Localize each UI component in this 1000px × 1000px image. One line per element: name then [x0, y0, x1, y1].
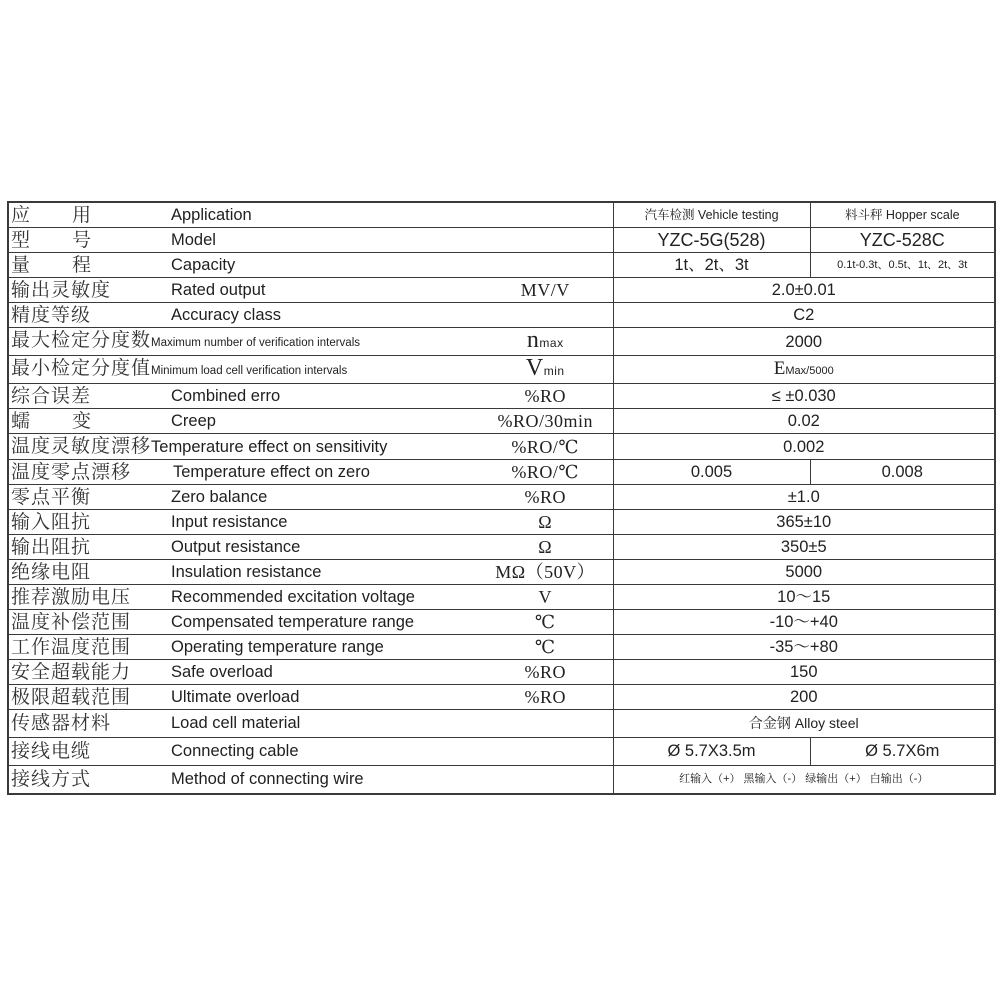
unit: %RO [478, 485, 613, 510]
value: 365±10 [613, 510, 995, 535]
unit: Ω [478, 535, 613, 560]
unit [478, 710, 613, 738]
load-cell-spec-table [7, 201, 996, 795]
value: 10～15 [613, 585, 995, 610]
row-operating-temp-range [8, 635, 995, 660]
value-vehicle: 1t、2t、3t [613, 253, 810, 278]
label-en: Maximum number of verification intervals [151, 337, 361, 349]
row-compensated-temp-range [8, 610, 995, 635]
value: 2000 [613, 328, 995, 356]
unit: %RO/℃ [478, 460, 613, 485]
value [613, 356, 995, 384]
label-cn: 绝缘电阻 [8, 560, 171, 585]
label-cn: 型 号 [8, 228, 171, 253]
unit: V [478, 585, 613, 610]
value: -35～+80 [613, 635, 995, 660]
label-cn: 零点平衡 [8, 485, 171, 510]
row-connecting-cable [8, 738, 995, 766]
label-en: Compensated temperature range [171, 610, 478, 635]
row-insulation-resistance [8, 560, 995, 585]
row-creep [8, 409, 995, 434]
label-en: Zero balance [171, 485, 478, 510]
row-input-resistance [8, 510, 995, 535]
unit [478, 356, 613, 384]
unit-sub: max [539, 336, 564, 350]
unit: Ω [478, 510, 613, 535]
unit [478, 328, 613, 356]
value: 红输入（+） 黑输入（-） 绿输出（+） 白输出（-） [613, 766, 995, 795]
label-en: Method of connecting wire [171, 766, 478, 795]
unit: ℃ [478, 610, 613, 635]
row-rated-output [8, 278, 995, 303]
label-cn: 最小检定分度值 [11, 357, 152, 379]
row-temp-effect-zero [8, 460, 995, 485]
value-hopper: YZC-528C [810, 228, 995, 253]
value-hopper: 0.008 [810, 460, 995, 485]
unit: %RO [478, 685, 613, 710]
value: -10～+40 [613, 610, 995, 635]
row-application [8, 202, 995, 228]
row-combined-error [8, 384, 995, 409]
label-en: Load cell material [171, 710, 478, 738]
label-cn: 极限超载范围 [8, 685, 171, 710]
unit-main: V [525, 355, 544, 381]
value-sub: Max/5000 [785, 364, 834, 377]
label-en: Temperature effect on sensitivity [151, 438, 388, 456]
row-excitation-voltage [8, 585, 995, 610]
row-zero-balance [8, 485, 995, 510]
label-cn: 量 程 [8, 253, 171, 278]
label-en: Rated output [171, 278, 478, 303]
row-min-verification-interval [8, 356, 995, 384]
label-cn: 接线方式 [8, 766, 171, 795]
unit: %RO/30min [478, 409, 613, 434]
unit [478, 738, 613, 766]
label-en: Safe overload [171, 660, 478, 685]
value: ≤ ±0.030 [613, 384, 995, 409]
row-temp-effect-sensitivity [8, 434, 995, 460]
row-connecting-wire-method [8, 766, 995, 795]
value-vehicle: 汽车检测 Vehicle testing [613, 202, 810, 228]
label-en: Recommended excitation voltage [171, 585, 478, 610]
unit: ℃ [478, 635, 613, 660]
unit: %RO [478, 660, 613, 685]
label-en: Operating temperature range [171, 635, 478, 660]
label-en: Creep [171, 409, 478, 434]
row-capacity [8, 253, 995, 278]
label-cn: 温度灵敏度漂移 [11, 435, 152, 457]
value: 0.002 [613, 434, 995, 460]
label-cn: 温度零点漂移 [8, 460, 171, 485]
value: ±1.0 [613, 485, 995, 510]
value-hopper: 0.1t-0.3t、0.5t、1t、2t、3t [810, 253, 995, 278]
label-en: Connecting cable [171, 738, 478, 766]
row-ultimate-overload [8, 685, 995, 710]
label-cn: 最大检定分度数 [11, 329, 152, 351]
label-cell [8, 356, 478, 384]
value: 2.0±0.01 [613, 278, 995, 303]
label-cn: 温度补偿范围 [8, 610, 171, 635]
row-model [8, 228, 995, 253]
label-cell [8, 328, 478, 356]
value-hopper: 料斗秤 Hopper scale [810, 202, 995, 228]
row-max-verification-intervals [8, 328, 995, 356]
label-en: Insulation resistance [171, 560, 478, 585]
row-accuracy-class [8, 303, 995, 328]
label-cn: 输出灵敏度 [8, 278, 171, 303]
label-cn: 工作温度范围 [8, 635, 171, 660]
label-cn: 精度等级 [8, 303, 171, 328]
label-cn: 传感器材料 [8, 710, 171, 738]
unit: %RO [478, 384, 613, 409]
value: 350±5 [613, 535, 995, 560]
label-en: Capacity [171, 253, 478, 278]
label-cn: 综合误差 [8, 384, 171, 409]
label-en: Input resistance [171, 510, 478, 535]
value: C2 [613, 303, 995, 328]
label-en: Output resistance [171, 535, 478, 560]
row-safe-overload [8, 660, 995, 685]
unit [478, 303, 613, 328]
label-cn: 应 用 [8, 202, 171, 228]
unit [478, 253, 613, 278]
unit [478, 202, 613, 228]
value: 5000 [613, 560, 995, 585]
unit: MΩ（50V） [478, 560, 613, 585]
unit: MV/V [478, 278, 613, 303]
row-output-resistance [8, 535, 995, 560]
label-en: Minimum load cell verification intervals [151, 365, 348, 377]
value: 合金钢 Alloy steel [613, 710, 995, 738]
value: 0.02 [613, 409, 995, 434]
label-cn: 输入阻抗 [8, 510, 171, 535]
label-cn: 输出阻抗 [8, 535, 171, 560]
value-main: E [773, 357, 786, 379]
value-hopper: Ø 5.7X6m [810, 738, 995, 766]
label-cn: 安全超载能力 [8, 660, 171, 685]
value: 150 [613, 660, 995, 685]
unit: %RO/℃ [478, 434, 613, 460]
value-vehicle: 0.005 [613, 460, 810, 485]
label-en: Combined erro [171, 384, 478, 409]
label-cn: 蠕 变 [8, 409, 171, 434]
value-vehicle: Ø 5.7X3.5m [613, 738, 810, 766]
label-en: Temperature effect on zero [171, 460, 478, 485]
label-cn: 接线电缆 [8, 738, 171, 766]
unit [478, 228, 613, 253]
label-en: Ultimate overload [171, 685, 478, 710]
label-en: Accuracy class [171, 303, 478, 328]
value-vehicle: YZC-5G(528) [613, 228, 810, 253]
unit-main: n [526, 327, 540, 353]
row-load-cell-material [8, 710, 995, 738]
unit-sub: min [543, 364, 565, 378]
label-en: Application [171, 202, 478, 228]
label-cell [8, 434, 478, 460]
value: 200 [613, 685, 995, 710]
unit [478, 766, 613, 795]
label-cn: 推荐激励电压 [8, 585, 171, 610]
label-en: Model [171, 228, 478, 253]
